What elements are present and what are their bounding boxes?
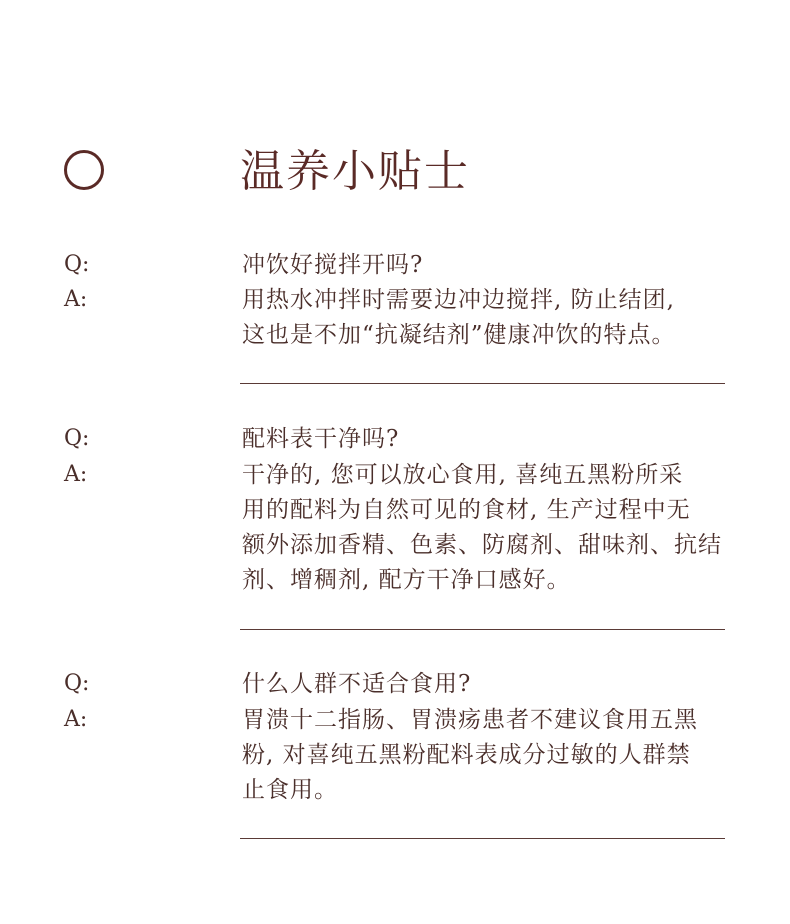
answer-line: 额外添加香精、色素、防腐剂、甜味剂、抗结 xyxy=(242,532,722,558)
divider xyxy=(240,383,725,384)
answer-text xyxy=(242,703,732,808)
question-tag: Q: xyxy=(64,671,90,696)
question-text: 冲饮好搅拌开吗? xyxy=(242,252,424,278)
answer-line: 这也是不加“抗凝结剂”健康冲饮的特点。 xyxy=(242,322,676,348)
question-tag: Q: xyxy=(64,252,90,277)
answer-text xyxy=(242,283,732,353)
question-text: 什么人群不适合食用? xyxy=(242,671,472,697)
answer-line: 用热水冲拌时需要边冲边搅拌, 防止结团, xyxy=(242,287,675,313)
divider xyxy=(240,838,725,839)
answer-text xyxy=(242,458,732,598)
answer-line: 剂、增稠剂, 配方干净口感好。 xyxy=(242,567,571,593)
answer-tag: A: xyxy=(64,707,88,732)
answer-line: 干净的, 您可以放心食用, 喜纯五黑粉所采 xyxy=(242,462,684,488)
answer-line: 胃溃十二指肠、胃溃疡患者不建议食用五黑 xyxy=(242,707,698,733)
question-tag: Q: xyxy=(64,426,90,451)
divider xyxy=(240,629,725,630)
answer-line: 止食用。 xyxy=(242,777,338,803)
page-title: 温养小贴士 xyxy=(240,146,470,197)
answer-tag: A: xyxy=(64,287,88,312)
answer-line: 用的配料为自然可见的食材, 生产过程中无 xyxy=(242,497,691,523)
answer-line: 粉, 对喜纯五黑粉配料表成分过敏的人群禁 xyxy=(242,742,691,768)
question-text: 配料表干净吗? xyxy=(242,426,400,452)
circle-icon xyxy=(64,150,104,190)
answer-tag: A: xyxy=(64,462,88,487)
